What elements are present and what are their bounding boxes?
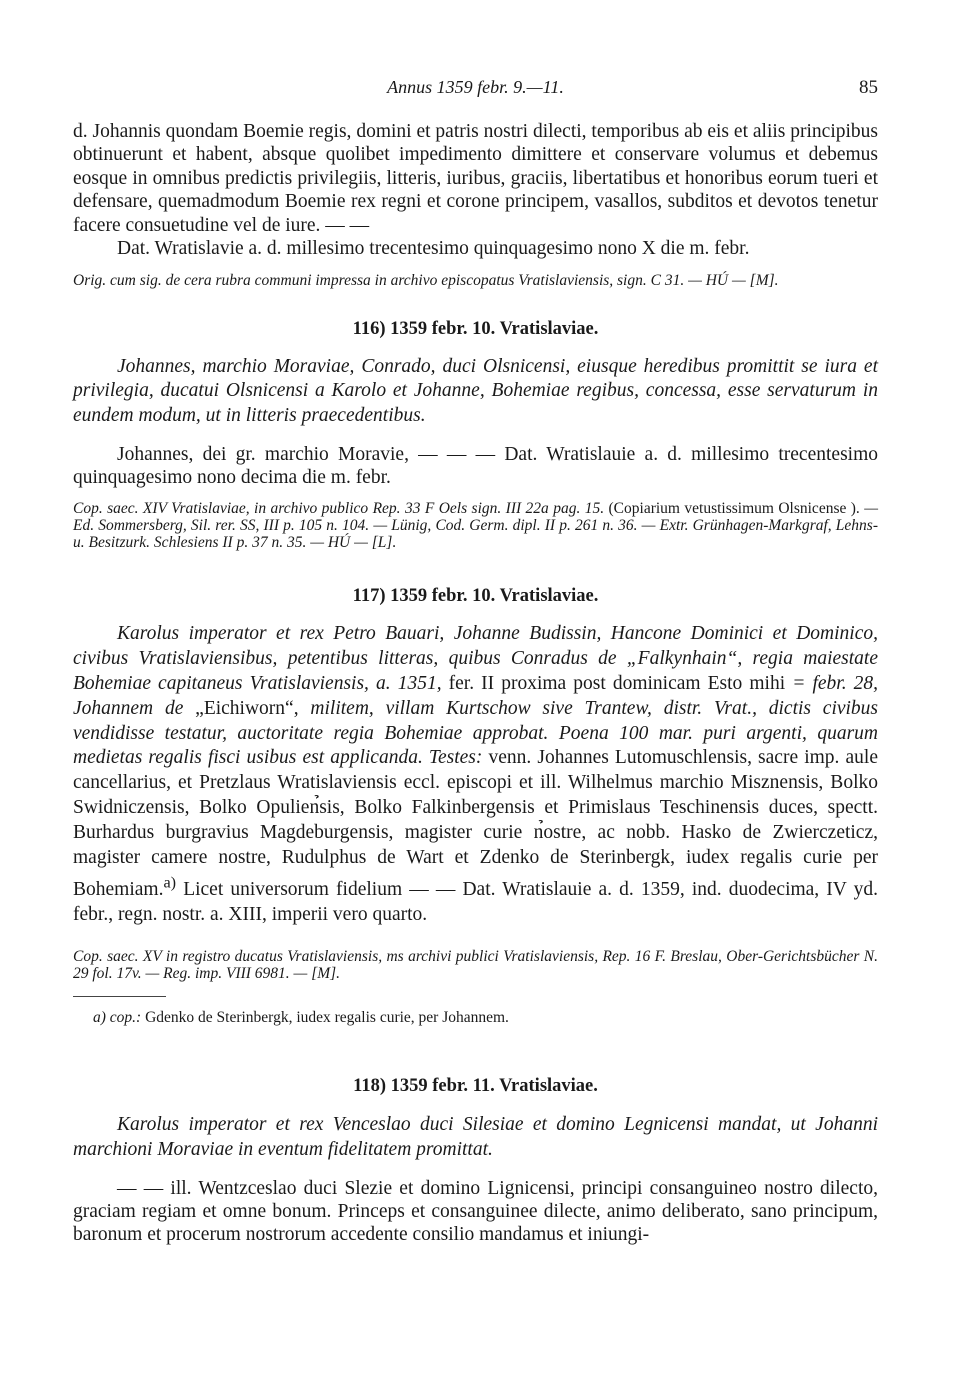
doc-117-heading: 117) 1359 febr. 10. Vratislaviae. bbox=[352, 586, 599, 607]
running-head bbox=[73, 77, 878, 101]
page-number: 85 bbox=[859, 77, 878, 98]
doc-117-footnote bbox=[73, 1009, 878, 1027]
doc-115-source: Orig. cum sig. de cera rubra communi impressa in archivo episcopatus Vratislaviensis, sign. C 31. — HÚ — [M]. bbox=[73, 272, 779, 290]
doc-116-source-copiarium: (Copiarium vetustissimum Olsnicense ). bbox=[608, 499, 860, 517]
doc-116-source-editions: — Ed. Sommersberg, Sil. rer. SS, III p. 105 n. 104. — Lünig, Cod. Germ. dipl. II p. 261 n. 36. — Extr. Grünhagen-Markgraf, Lehns- u. Besitzurk. Schlesiens II p. 37 n. 35. — HÚ — [L]. bbox=[73, 499, 878, 552]
footnote-mark: a) cop.: bbox=[93, 1008, 142, 1026]
footnote-text: Gdenko de Sterinbergk, iudex regalis curie, per Johannem. bbox=[145, 1008, 509, 1026]
doc-115-text: d. Johannis quondam Boemie regis, domini et patris nostri dilecti, temporibus ab eis et aliis principibus obtinuerunt et habent, absque quolibet impedimento dimittere et conservare volumus et debemus eosque in omnibus predictis privilegiis, litteris, iuribus, graciis, libertatibus et honoribus eorum tueri et defensare, quemadmodum Boemie rex regni et corone principem, vasallos, subditos et devotos tenetur facere consuetudine vel de iure. — — bbox=[73, 121, 878, 236]
doc-117-witnesses bbox=[73, 747, 878, 924]
doc-117-regest bbox=[73, 622, 878, 927]
doc-116-source-copy: Cop. saec. XIV Vratislaviae, in archivo publico Rep. 33 F Oels sign. III 22a pag. 15. bbox=[73, 499, 605, 517]
doc-118-text: — — ill. Wentzceslao duci Slezie et domino Lignicensi, principi consanguineo nostro dilecto, graciam regiam et omne bonum. Princeps et consanguinee dilecte, animo deliberato, sano principum, baronum et procerum nostrorum accedente consilio mandamus et iniungi- bbox=[73, 1177, 878, 1246]
doc-117-regest-part-3: militem, villam Kurtschow sive Trantew, distr. Vrat., dictis civibus vendidisse testatur, auctoritate regia Bohemiae approbat. Poena 100 mar. puri argenti, quarum medietas regalis fisci usibus est applicanda. Testes: bbox=[73, 697, 879, 769]
doc-117-source: Cop. saec. XV in registro ducatus Vratislaviensis, ms archivi publici Vratislaviensis, Rep. 16 F. Breslau, Ober-Gerichtsbücher N. 29 fol. 17v. — Reg. imp. VIII 6981. — [M]. bbox=[73, 947, 878, 982]
doc-116-source bbox=[73, 500, 878, 552]
doc-118-heading: 118) 1359 febr. 11. Vratislaviae. bbox=[353, 1075, 598, 1096]
doc-117-closing: Licet universorum fidelium — — Dat. Wratislauie a. d. 1359, ind. duodecima, IV yd. febr., regn. nostr. a. XIII, imperii vero quarto. bbox=[73, 878, 879, 925]
doc-116-heading: 116) 1359 febr. 10. Vratislaviae. bbox=[352, 318, 599, 339]
doc-117-footnote-ref: a) bbox=[163, 873, 177, 892]
doc-117-regest-place: „Eichiworn“, bbox=[195, 697, 299, 719]
page-body bbox=[73, 120, 878, 1247]
doc-117-regest-part-2: = febr. 28, Johannem de bbox=[73, 673, 879, 719]
doc-117-regest-part-1: Karolus imperator et rex Petro Bauari, Johanne Budissin, Hancone Dominici et Dominico, civibus Vratislaviensibus, petentibus litteras, quibus Conradus de „Falkynhain“, regia maiestate Bohemiae capitaneus Vratislaviensis, a. 1351, bbox=[73, 623, 878, 695]
running-head-title: Annus 1359 febr. 9.—11. bbox=[387, 77, 564, 97]
doc-118-regest: Karolus imperator et rex Venceslao duci Silesiae et domino Legnicensi mandat, ut Johanni marchioni Moraviae in eventum fidelitatem promittat. bbox=[73, 1113, 878, 1160]
doc-117-regest-date: fer. II proxima post dominicam Esto mihi bbox=[448, 673, 786, 695]
doc-116-text: Johannes, dei gr. marchio Moravie, — — — Dat. Wratislauie a. d. millesimo trecentesimo quinquagesimo nono decima die m. febr. bbox=[73, 444, 878, 489]
footnote-rule bbox=[73, 996, 166, 997]
doc-117-witnesses-text: venn. Johannes Lutomuschlensis, sacre imp. aule cancellarius, et Pretzlaus Wratislaviensis eccl. episcopi et ill. Wilhelmus marchio Misznensis, Bolko Swidniczensis, Bolko Opulien̉sis, Bolko Falkinbergensis et Primislaus Teschinensis duces, spectt. Burhardus burgravius Magdeburgensis, magister curie n̉ostre, ac nobb. Hasko de Zwierczeticz, magister camere nostre, Rudulphus de Wart et Zdenko de Sterinbergk, iudex regalis curie per Bohemiam. bbox=[73, 747, 878, 900]
doc-115-date: Dat. Wratislavie a. d. millesimo trecentesimo quinquagesimo nono X die m. febr. bbox=[117, 238, 750, 260]
doc-116-regest: Johannes, marchio Moraviae, Conrado, duci Olsnicensi, eiusque heredibus promittit se iura et privilegia, ducatui Olsnicensi a Karolo et Johanne, Bohemiae regibus, concessa, esse servaturum in eundem modum, ut in litteris praecedentibus. bbox=[73, 355, 878, 427]
